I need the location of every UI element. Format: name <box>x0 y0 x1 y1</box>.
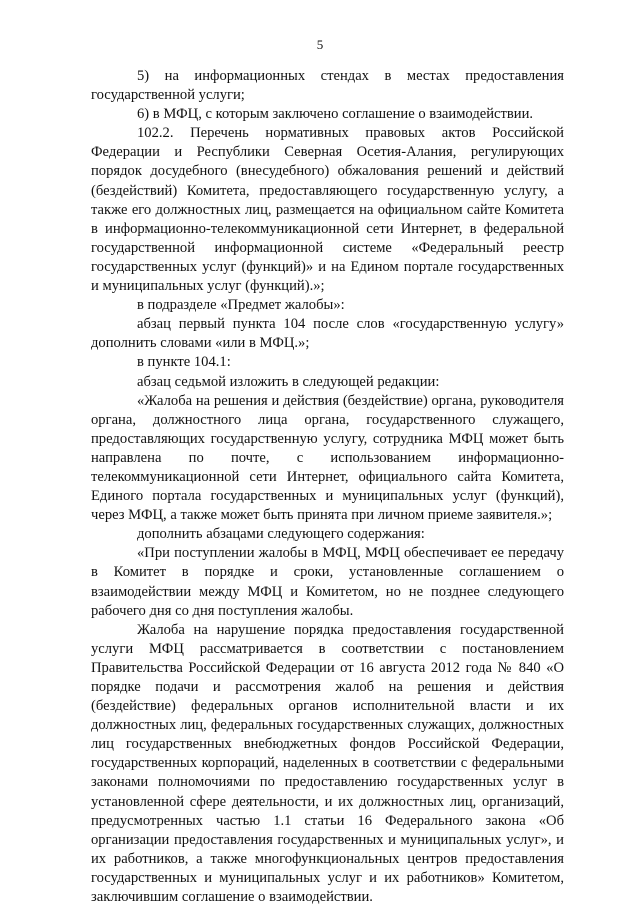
paragraph-subsection-complaint-subject: в подразделе «Предмет жалобы»: <box>137 297 345 314</box>
paragraph-mfc-agreement: 6) в МФЦ, с которым заключено соглашение о взаимодействии. <box>137 106 534 123</box>
paragraph-mfc-transfer: «При поступлении жалобы в МФЦ, МФЦ обеспечивает ее передачу в Комитет в порядке и сроки, установленные соглашением о взаимодействии между МФЦ и Комитетом, но не позднее следующего рабочего дня со дня поступления жалобы. <box>91 545 564 619</box>
paragraph-seventh-abzac: абзац седьмой изложить в следующей редакции: <box>137 373 440 390</box>
paragraph-item-104-amendment: абзац первый пункта 104 после слов «государственную услугу» дополнить словами «или в МФЦ.»; <box>91 316 564 352</box>
paragraph-complaint-submission: «Жалоба на решения и действия (бездействие) органа, руководителя органа, должностного лица органа, государственного служащего, предоставляющих государственную услугу, сотрудника МФЦ может быть направлена по почте, с использованием информационно-телекоммуникационной сети Интернет, официального сайта Комитета, Единого портала государственных и муниципальных услуг (функций), через МФЦ, а также может быть принята при личном приеме заявителя.»; <box>91 392 564 524</box>
paragraph-info-stands: 5) на информационных стендах в местах предоставления государственной услуги; <box>91 68 564 104</box>
paragraph-102-2: 102.2. Перечень нормативных правовых актов Российской Федерации и Республики Северная Осетия-Алания, регулирующих порядок досудебного (внесудебного) обжалования решений и действий (бездействий) Комитета, предоставляющего государственную услугу, а также его должностных лиц, размещается на официальном сайте Комитета в информационно-телекоммуникационной сети Интернет, в федеральной государственной информационной системе «Федеральный реестр государственных услуг (функций)» и на Едином портале государственных и муниципальных услуг (функций).»; <box>91 125 564 295</box>
paragraph-add-abzacs: дополнить абзацами следующего содержания: <box>137 526 425 543</box>
page-number: 5 <box>316 37 324 52</box>
paragraph-complaint-review: Жалоба на нарушение порядка предоставления государственной услуги МФЦ рассматривается в соответствии с постановлением Правительства Российской Федерации от 16 августа 2012 года № 840 «О порядке подачи и рассмотрения жалоб на решения и действия (бездействие) федеральных органов исполнительной власти и их должностных лиц, федеральных государственных служащих, должностных лиц государственных внебюджетных фондов Российской Федерации, государственных корпораций, наделенных в соответствии с федеральными законами полномочиями по предоставлению государственных услуг в установленной сфере деятельности, и их должностных лиц, организаций, предусмотренных частью 1.1 статьи 16 Федерального закона «Об организации предоставления государственных и муниципальных услуг», и их работников, а также многофункциональных центров предоставления государственных и муниципальных услуг и их работников» Комитетом, заключившим соглашение о взаимодействии. <box>91 621 564 906</box>
document-body <box>91 67 564 907</box>
paragraph-item-104-1: в пункте 104.1: <box>137 354 231 371</box>
